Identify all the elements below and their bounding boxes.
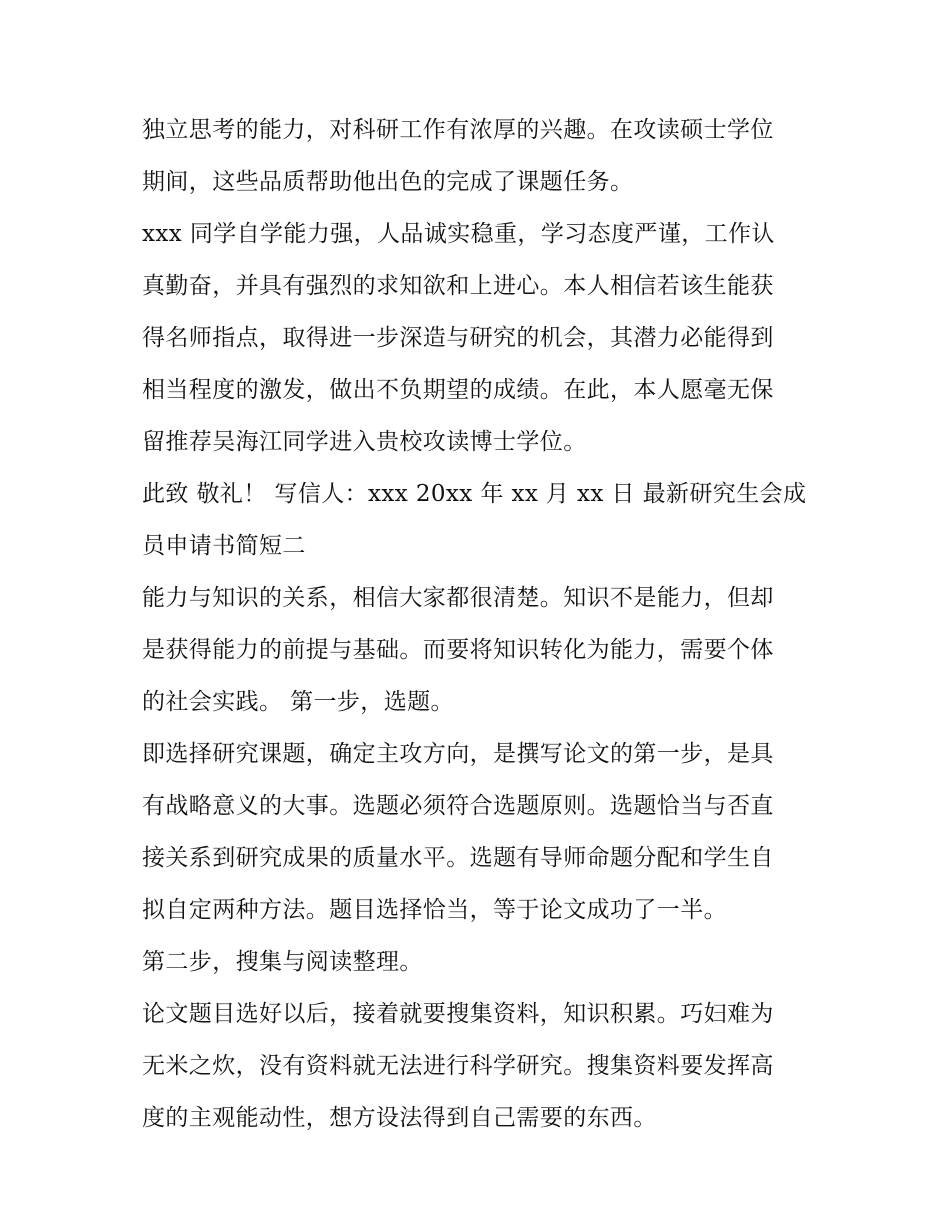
text-line: 第二步，搜集与阅读整理。 <box>142 949 423 975</box>
text-line: 接关系到研究成果的质量水平。选题有导师命题分配和学生自 <box>142 845 774 871</box>
text-line: 度的主观能动性，想方设法得到自己需要的东西。 <box>142 1105 657 1131</box>
text-line: 有战略意义的大事。选题必须符合选题原则。选题恰当与否直 <box>142 793 774 819</box>
text-line: 真勤奋，并具有强烈的求知欲和上进心。本人相信若该生能获 <box>142 273 774 299</box>
text-line: 论文题目选好以后，接着就要搜集资料，知识积累。巧妇难为 <box>142 1001 774 1027</box>
text-line: 能力与知识的关系，相信大家都很清楚。知识不是能力，但却 <box>142 585 774 611</box>
text-line: 得名师指点，取得进一步深造与研究的机会，其潜力必能得到 <box>142 325 774 351</box>
text-line: 此致 敬礼！ 写信人：xxx 20xx 年 xx 月 xx 日 最新研究生会成 <box>142 481 807 507</box>
text-line: 即选择研究课题，确定主攻方向，是撰写论文的第一步，是具 <box>142 741 774 767</box>
text-line: 期间，这些品质帮助他出色的完成了课题任务。 <box>142 169 634 195</box>
text-line: xxx 同学自学能力强，人品诚实稳重，学习态度严谨，工作认 <box>142 221 775 247</box>
text-line: 是获得能力的前提与基础。而要将知识转化为能力，需要个体 <box>142 637 774 663</box>
text-line: 独立思考的能力，对科研工作有浓厚的兴趣。在攻读硕士学位 <box>142 117 774 143</box>
text-line: 留推荐吴海江同学进入贵校攻读博士学位。 <box>142 429 587 455</box>
text-line: 无米之炊，没有资料就无法进行科学研究。搜集资料要发挥高 <box>142 1053 774 1079</box>
text-line: 的社会实践。 第一步，选题。 <box>142 689 454 715</box>
text-line: 拟自定两种方法。题目选择恰当，等于论文成功了一半。 <box>142 897 727 923</box>
document-body <box>142 104 822 1144</box>
text-line: 相当程度的激发，做出不负期望的成绩。在此，本人愿毫无保 <box>142 377 774 403</box>
text-line: 员申请书简短二 <box>142 533 306 559</box>
